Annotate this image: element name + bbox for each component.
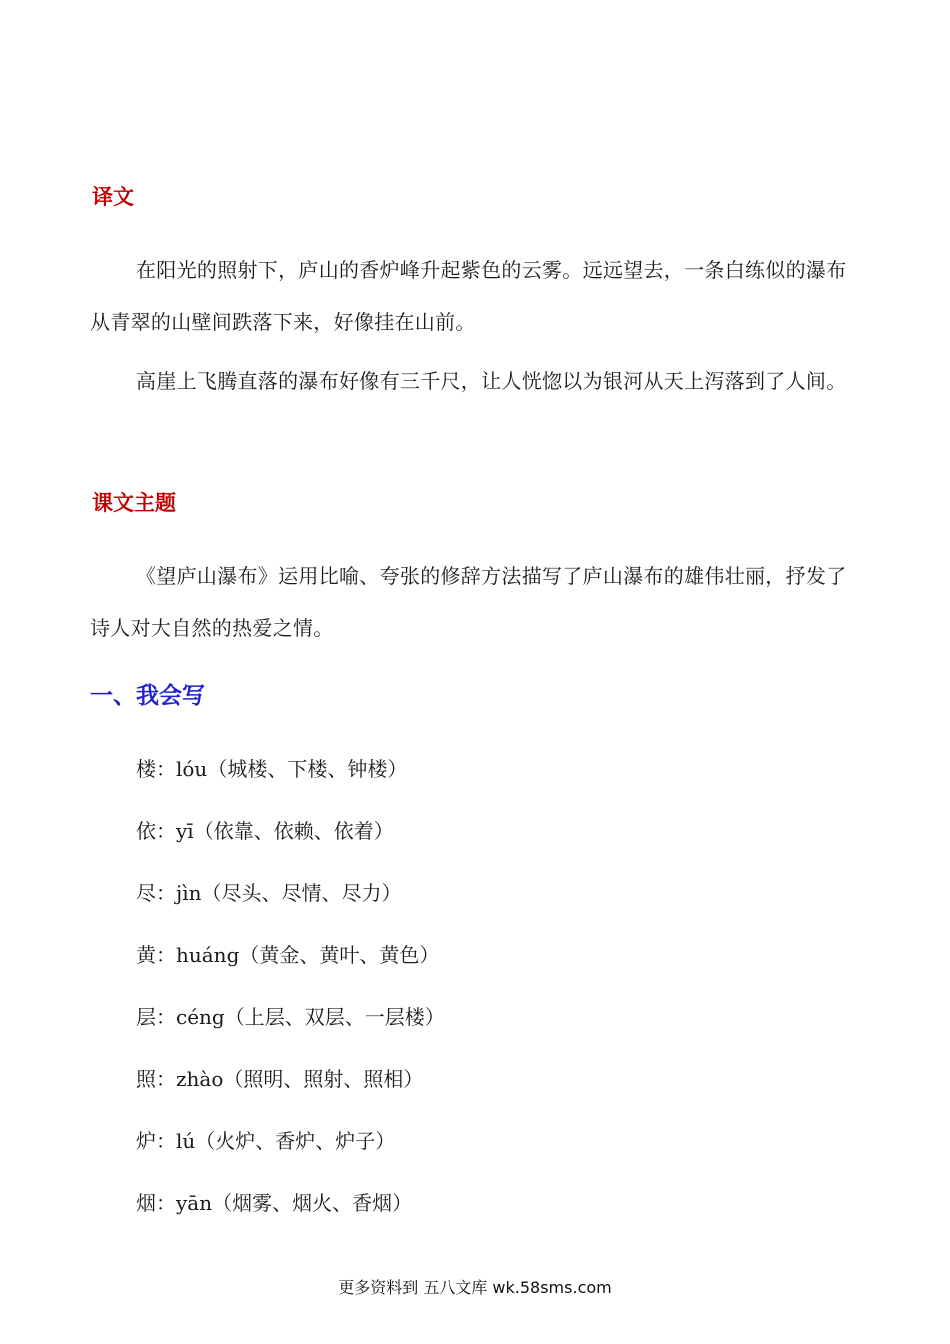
- vocab-item: 依：yī（依靠、依赖、依着）: [136, 819, 394, 843]
- vocab-item: 黄：huáng（黄金、黄叶、黄色）: [136, 943, 440, 967]
- vocab-item: 烟：yān（烟雾、烟火、香烟）: [136, 1191, 413, 1215]
- vocab-item: 尽：jìn（尽头、尽情、尽力）: [136, 881, 402, 905]
- vocab-item: 照：zhào（照明、照射、照相）: [136, 1067, 424, 1091]
- theme-heading: 课文主题: [92, 491, 176, 515]
- footer-watermark-text: 更多资料到 五八文库 wk.58sms.com: [338, 1278, 612, 1297]
- writing-section-heading: 一、我会写: [90, 683, 205, 709]
- vocab-item: 层：céng（上层、双层、一层楼）: [136, 1005, 445, 1029]
- vocab-item: 楼：lóu（城楼、下楼、钟楼）: [136, 757, 408, 781]
- vocab-item: 炉：lú（火炉、香炉、炉子）: [136, 1129, 396, 1153]
- translation-paragraph-1: 在阳光的照射下，庐山的香炉峰升起紫色的云雾。远远望去，一条白练似的瀑布从青翠的山壁间跌落下来，好像挂在山前。: [90, 258, 847, 334]
- theme-paragraph: 《望庐山瀑布》运用比喻、夸张的修辞方法描写了庐山瀑布的雄伟壮丽，抒发了诗人对大自然的热爱之情。: [90, 564, 847, 640]
- translation-paragraph-2: 高崖上飞腾直落的瀑布好像有三千尺，让人恍惚以为银河从天上泻落到了人间。: [136, 369, 847, 393]
- translation-heading: 译文: [92, 185, 134, 209]
